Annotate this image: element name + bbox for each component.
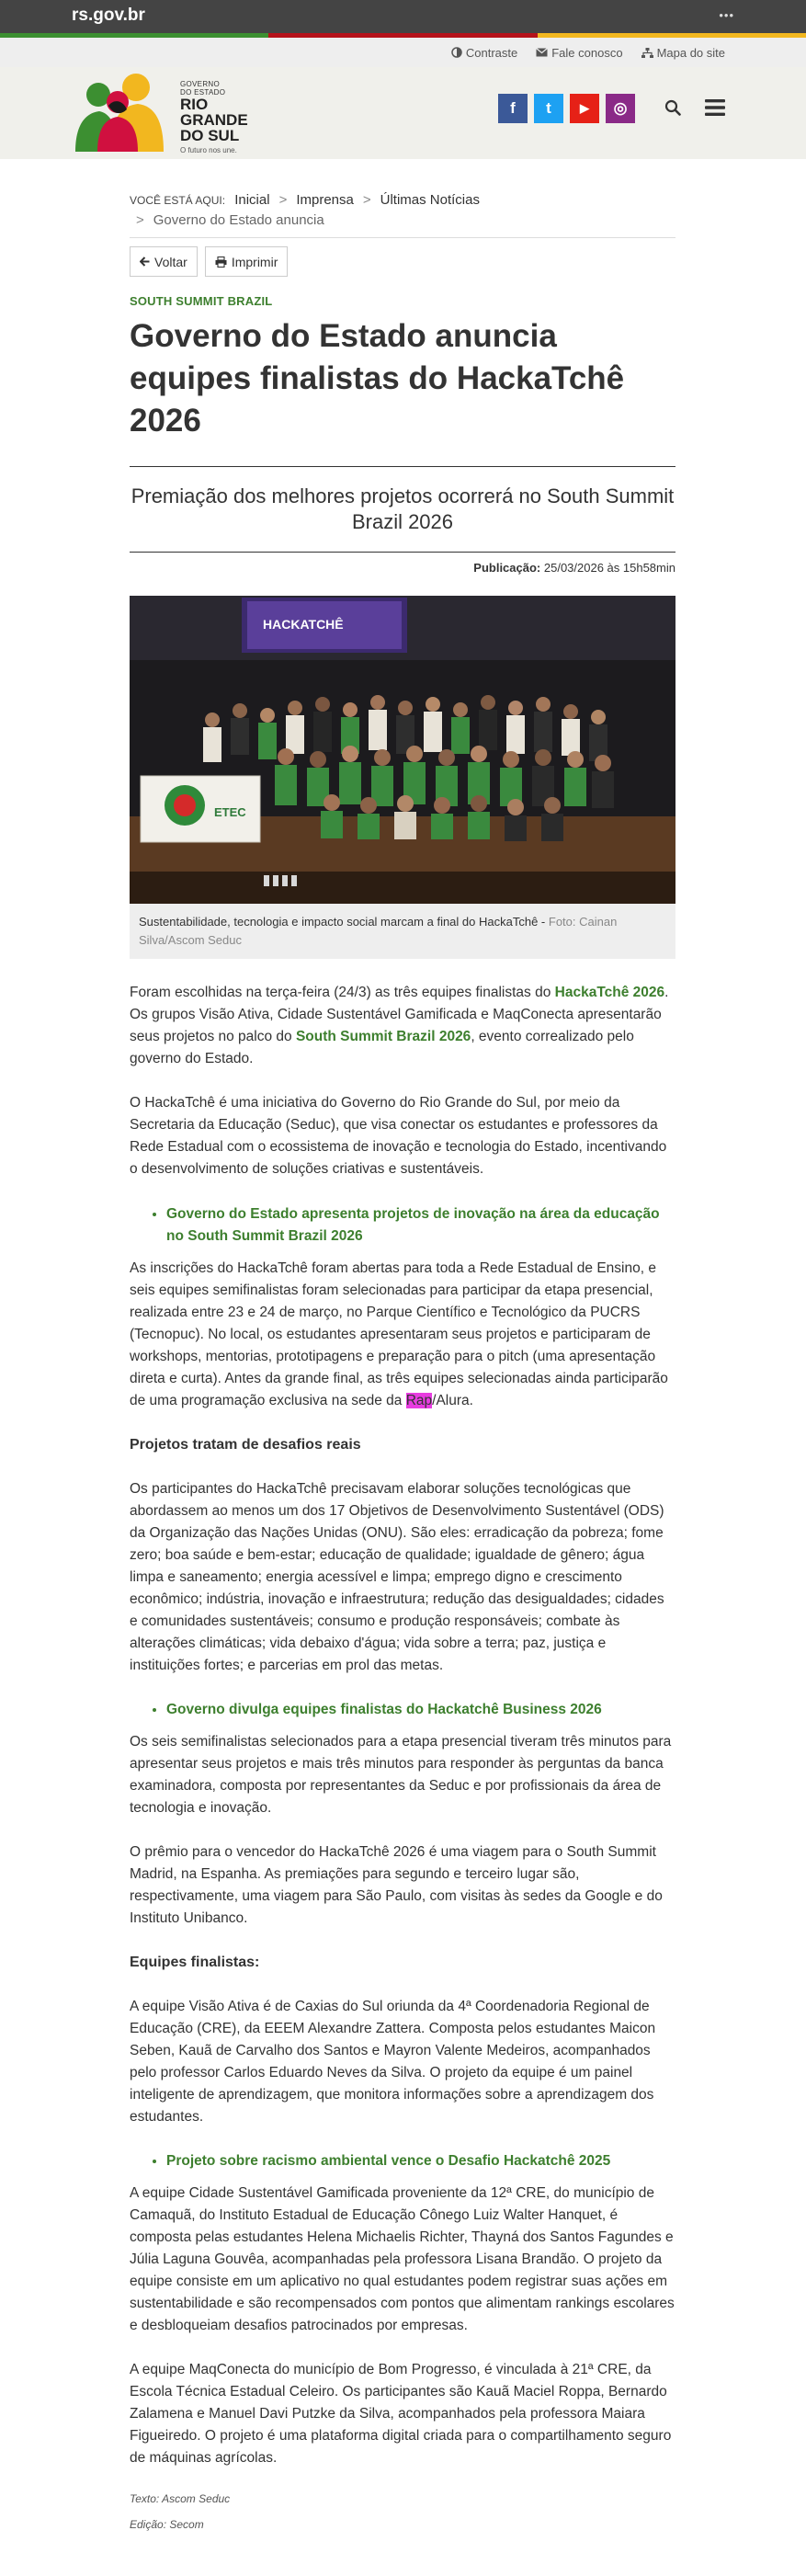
utility-bar [0,38,806,67]
breadcrumb-item-imprensa[interactable]: Imprensa [296,192,354,208]
sitemap-icon [641,48,653,58]
subtitle-divider [130,552,675,553]
contrast-icon [451,47,462,58]
paragraph-1 [130,982,675,1070]
gov-top-bar [0,0,806,33]
stripe-yellow [538,33,806,38]
subheading-desafios: Projetos tratam de desafios reais [130,1437,361,1453]
print-button[interactable] [205,246,289,277]
logo-tagline: O futuro nos une. [180,146,237,154]
paragraph-8: A equipe Cidade Sustentável Gamificada proveniente da 12ª CRE, do município de Camaquã, do Instituto Estadual de Educação Cônego Luiz Walter Hanquet, é composta pelas estudantes Helena Michaelis Richter, Thayná dos Santos Fagundes e Júlia Laguna Gouvêa, acompanhadas pela professora Lisana Brandão. O projeto da equipe consiste em um aplicativo no qual estudantes podem registrar suas ações em sustentabilidade e são recompensados com pontos que alimentam rankings escolares e desbloqueiam desafios patrocinados por empresas. [130,2185,675,2333]
related-item [166,1203,675,1248]
logo-line-do-sul: DO SUL [180,127,240,144]
twitter-icon[interactable]: t [534,94,563,123]
sitemap-label: Mapa do site [656,45,725,60]
envelope-icon [536,48,548,57]
paragraph-6: O prêmio para o vencedor do HackaTchê 2026 é uma viagem para o South Summit Madrid, na Espanha. As premiações para segundo e terceiro lugar são, respectivamente, uma viagem para São Paulo, com visitas às sedes da Google e do Instituto Unibanco. [130,1844,663,1926]
arrow-left-icon [140,256,150,267]
stripe-green [0,33,268,38]
printer-icon [215,256,227,268]
breadcrumb-item-ultimas-noticias[interactable]: Últimas Notícias [380,192,480,208]
back-label: Voltar [154,254,187,269]
edit-credit: Edição: Secom [130,2518,204,2531]
logo-figures-icon [72,73,173,154]
related-list-1 [130,1203,675,1248]
youtube-icon[interactable]: ▶ [570,94,599,123]
caption-text: Sustentabilidade, tecnologia e impacto social marcam a final do HackaTchê - [139,915,546,929]
logo-line-grande: GRANDE [180,111,248,129]
search-icon[interactable] [664,99,681,116]
related-list-2 [130,1699,675,1721]
article-photo[interactable] [130,596,675,904]
logo-line-rio: RIO [180,96,209,113]
contrast-link[interactable] [451,46,517,60]
article-credits [130,2486,675,2537]
highlighted-word: Rap [405,1393,433,1408]
subheading-finalistas: Equipes finalistas: [130,1955,260,1970]
breadcrumb-divider [130,237,675,238]
publication-label: Publicação: [473,561,541,575]
sitemap-link[interactable] [641,46,725,60]
related-link-1[interactable]: Governo do Estado apresenta projetos de inovação na área da educação no South Summit Brazil 2026 [166,1206,660,1244]
p1-text-a: Foram escolhidas na terça-feira (24/3) as três equipes finalistas do [130,985,555,1000]
breadcrumb-separator: > [362,192,371,208]
breadcrumb-label: VOCÊ ESTÁ AQUI: [130,194,226,207]
gov-portal-link[interactable]: rs.gov.br [72,6,145,25]
p1-text-b: . Os grupos Visão Ativa, Cidade Sustentável Gamificada e MaqConecta apresentarão seus projetos no palco do [130,985,669,1044]
paragraph-2: O HackaTchê é uma iniciativa do Governo do Rio Grande do Sul, por meio da Secretaria da Educação (Seduc), que visa conectar os estudantes e professores da Rede Estadual com o ecossistema de inovação e tecnologia do Estado, incentivando o desenvolvimento de soluções criativas e sustentáveis. [130,1095,667,1177]
instagram-icon[interactable]: ◎ [606,94,635,123]
title-divider [130,466,675,467]
contact-label: Fale conosco [551,45,623,60]
more-menu-icon[interactable]: ••• [719,8,734,22]
caption-credit: Foto: Cainan Silva/Ascom Seduc [139,915,618,947]
school-flag-banner [141,776,260,842]
paragraph-7: A equipe Visão Ativa é de Caxias do Sul oriunda da 4ª Coordenadoria Regional de Educação (CRE), da EEEM Alexandre Zattera. Composta pelos estudantes Maicon Seben, Kauã de Carvalho dos Santos e Mayron Valente Medeiros, acompanhados pelo professor Carlos Eduardo Neves da Silva. O projeto da equipe é um painel inteligente de aprendizagem, que monitora informações sobre a aprendizagem dos estudantes. [130,1999,656,2125]
main-content [130,184,675,2537]
text-credit: Texto: Ascom Seduc [130,2492,231,2505]
p3-text-a: As inscrições do HackaTchê foram abertas para toda a Rede Estadual de Ensino, e seis equipes semifinalistas foram selecionadas para participar da etapa presencial, realizada entre 23 e 24 de março, no Parque Científico e Tecnológico da PUCRS (Tecnopuc). No local, os estudantes apresentaram seus projetos e participaram de workshops, mentorias, prototipagens e preparação para o pitch (uma apresentação direta e curta). Antes da grande final, as três equipes selecionadas ainda participarão de uma programação exclusiva na sede da [130,1260,668,1408]
hamburger-menu-icon[interactable] [705,98,725,117]
p1-text-c: , evento correalizado pelo governo do Estado. [130,1029,634,1066]
article-kicker: SOUTH SUMMIT BRAZIL [130,294,273,308]
header-tools [664,98,725,117]
banner-text: ETEC [214,805,246,819]
hackatche-2026-link[interactable]: HackaTchê 2026 [554,985,665,1000]
related-list-3 [130,2150,675,2172]
photo-caption [130,904,675,959]
p3-text-b: /Alura. [432,1393,473,1408]
breadcrumb-current: Governo do Estado anuncia [153,212,324,228]
page-title: Governo do Estado anuncia equipes finalistas do HackaTchê 2026 [130,318,625,439]
contact-link[interactable] [536,46,622,60]
contrast-label: Contraste [465,45,518,60]
team-group-photo-image [130,596,675,904]
publication-date [130,561,675,575]
social-links [498,94,635,123]
breadcrumb-separator: > [136,212,144,228]
logo-gov-text [180,80,225,97]
paragraph-5: Os seis semifinalistas selecionados para a etapa presencial tiveram três minutos para apresentar seus projetos e mais três minutos para responder às perguntas da banca examinadora, composta por representantes da Seduc e por profissionais da área de tecnologia e inovação. [130,1734,672,1816]
breadcrumb-item-inicial[interactable]: Inicial [234,192,270,208]
related-link-3[interactable]: Projeto sobre racismo ambiental vence o Desafio Hackatchê 2025 [166,2153,611,2169]
article-subtitle: Premiação dos melhores projetos ocorrerá no South Summit Brazil 2026 [131,484,675,533]
paragraph-3 [130,1258,675,1412]
logo-line-governo: GOVERNO [180,80,220,88]
paragraph-9: A equipe MaqConecta do município de Bom Progresso, é vinculada à 21ª CRE, da Escola Técnica Estadual Celeiro. Os participantes são Kauã Maciel Roppa, Bernardo Zalamena e Manuel Davi Putzke da Silva, acompanhados pela professora Maiara Figueiredo. O projeto é uma plataforma digital criada para o compartilhamento seguro de máquinas agrícolas. [130,2362,672,2466]
breadcrumb [130,184,675,231]
related-link-2[interactable]: Governo divulga equipes finalistas do Hackatchê Business 2026 [166,1702,602,1717]
paragraph-4: Os participantes do HackaTchê precisavam elaborar soluções tecnológicas que abordassem ao menos um dos 17 Objetivos de Desenvolvimento Sustentável (ODS) da Organização das Nações Unidas (ONU). São eles: erradicação da pobreza; fome zero; boa saúde e bem-estar; educação de qualidade; igualdade de gênero; água limpa e saneamento; energia acessível e limpa; emprego digno e crescimento econômico; indústria, inovação e infraestrutura; redução das desigualdades; cidades e comunidades sustentáveis; consumo e produção responsáveis; combate às alterações climáticas; vida debaixo d'água; vida sobre a terra; paz, justiça e instituições fortes; e parcerias em prol das metas. [130,1481,664,1673]
back-button[interactable] [130,246,198,277]
logo-line-do-estado: DO ESTADO [180,88,226,97]
related-item [166,1699,675,1721]
south-summit-link[interactable]: South Summit Brazil 2026 [295,1029,471,1044]
breadcrumb-separator: > [278,192,288,208]
print-label: Imprimir [231,254,278,269]
related-item [166,2150,675,2172]
article-body [130,982,675,2469]
publication-value: 25/03/2026 às 15h58min [543,561,675,575]
facebook-icon[interactable]: f [498,94,528,123]
article-actions [130,246,675,277]
stripe-red [268,33,537,38]
rs-government-logo[interactable] [72,73,265,154]
flag-stripe [0,33,806,38]
logo-rgs-text [180,97,248,143]
photo-screen-text: HACKATCHÊ [263,617,344,632]
